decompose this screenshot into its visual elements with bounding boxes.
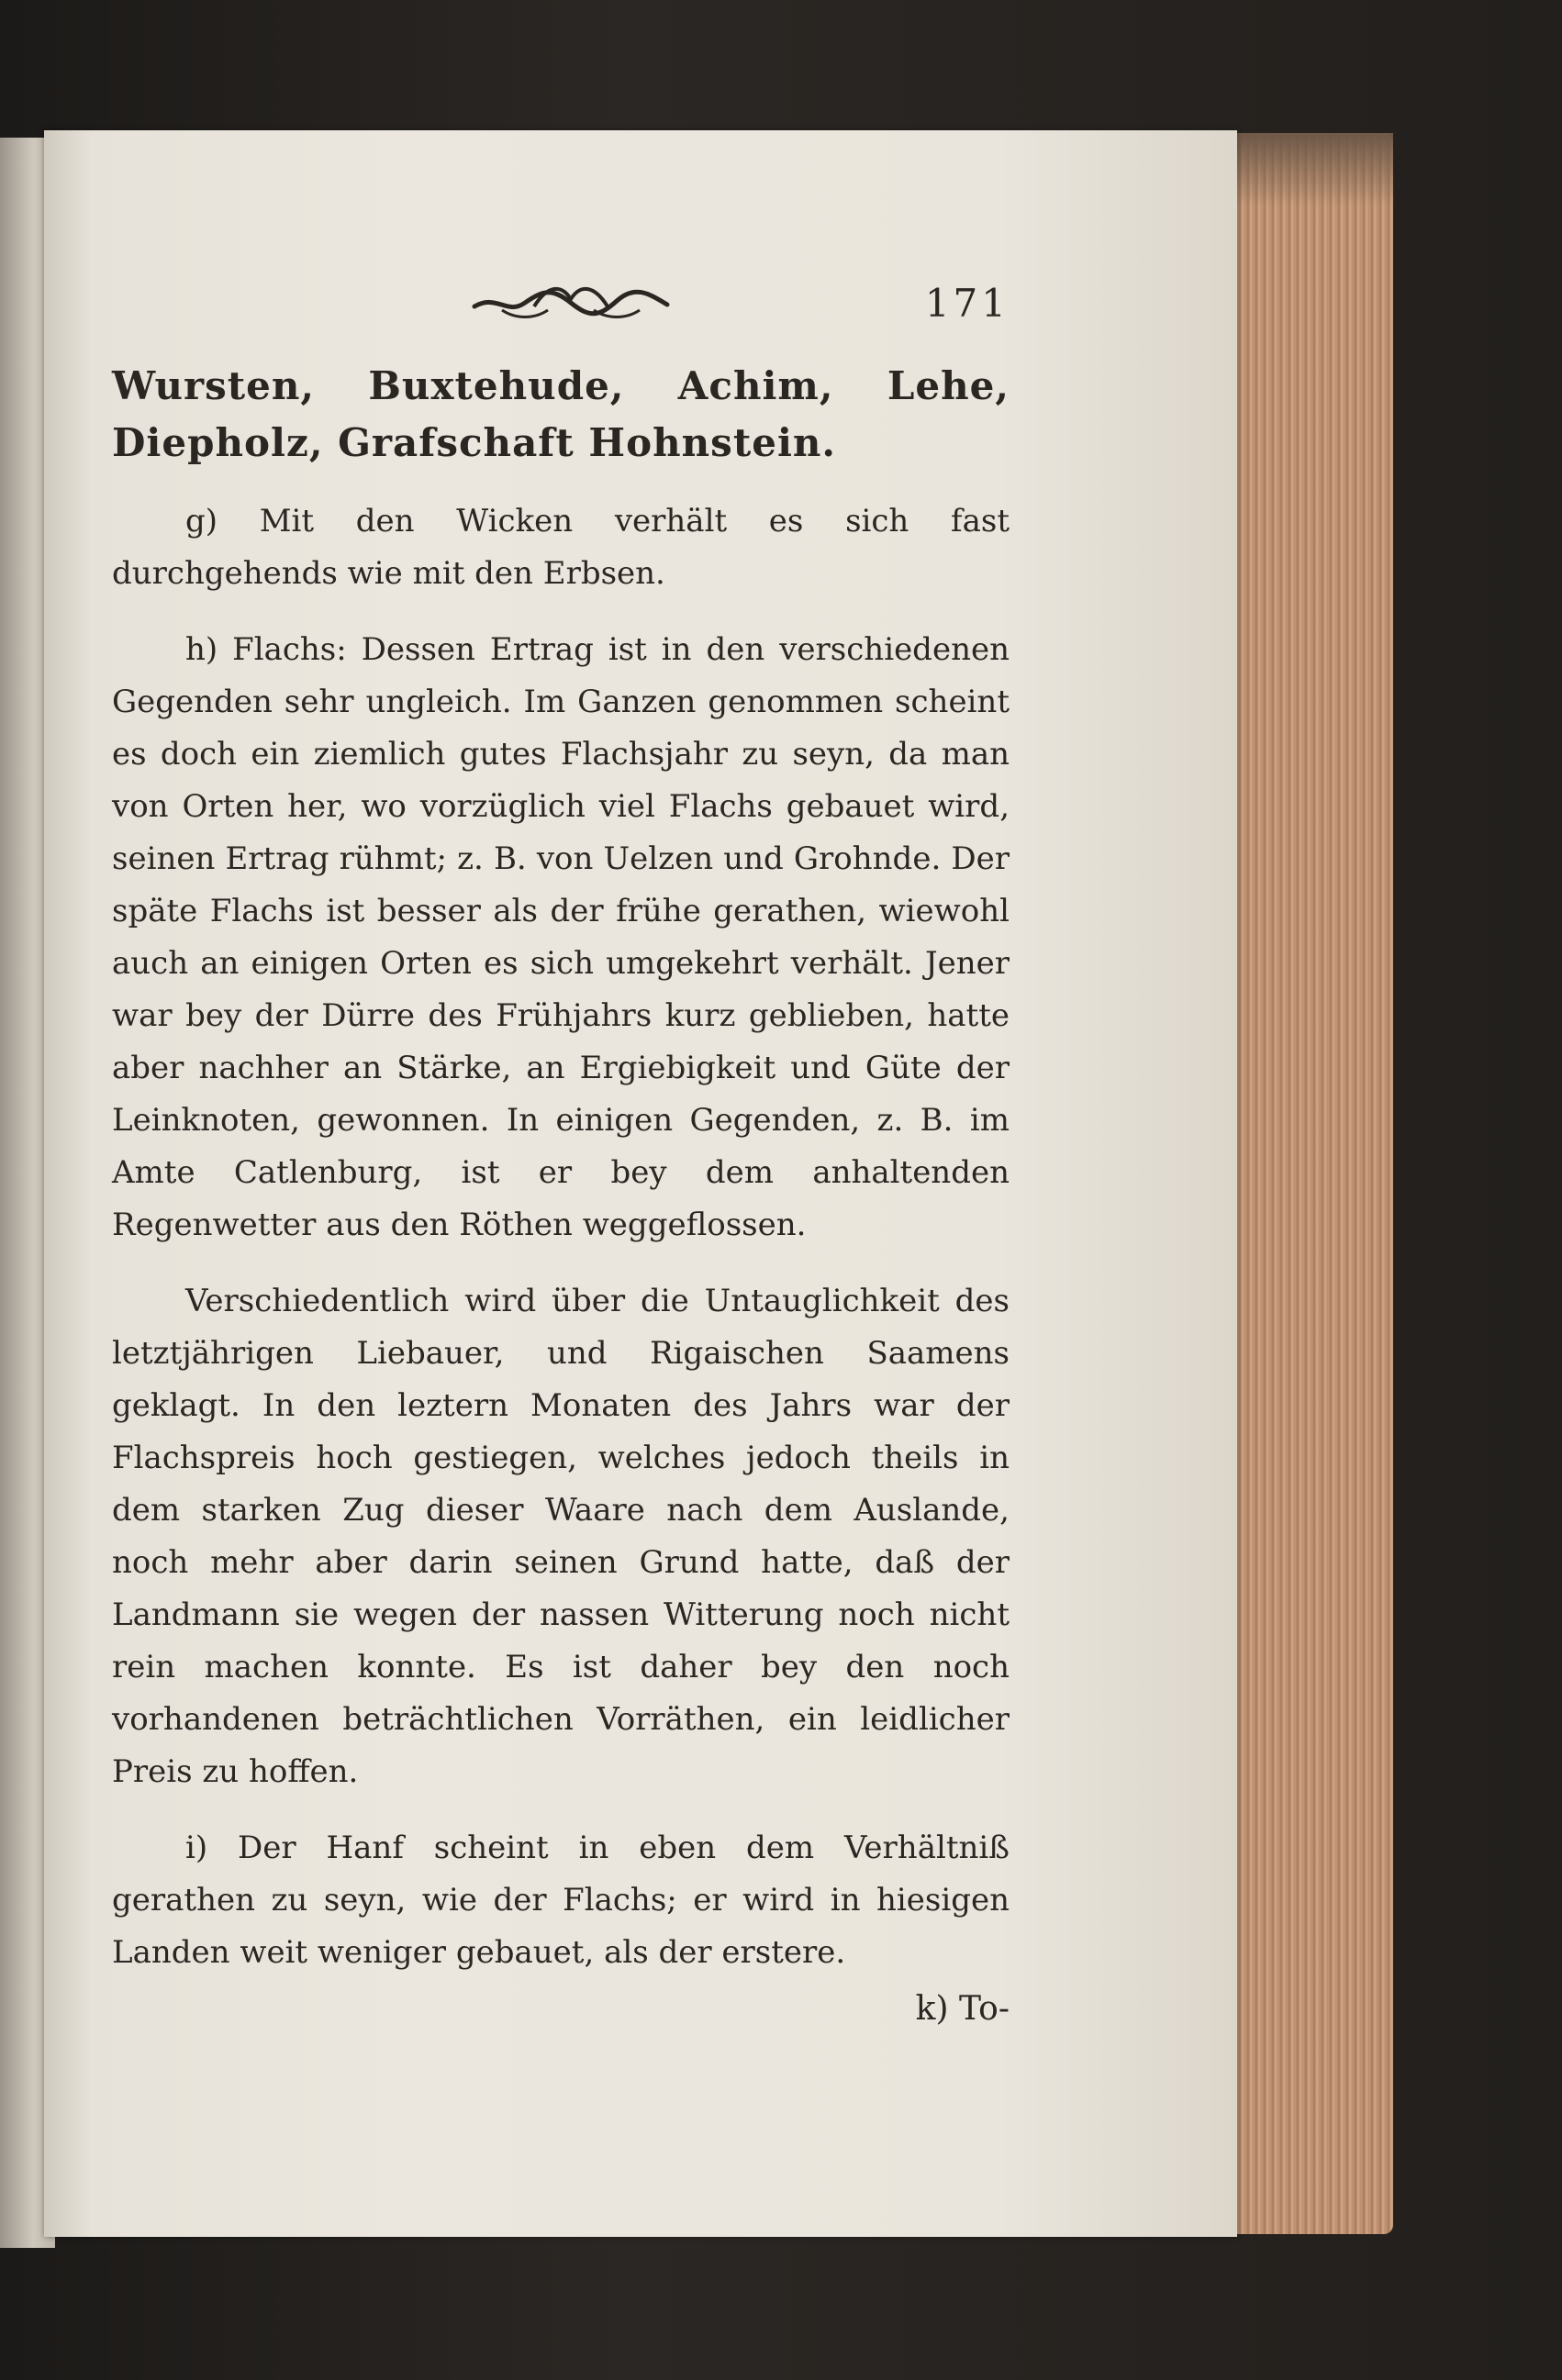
text-line-places: Wursten, Buxtehude, Achim, Lehe, Diepholz, Grafschaft Hohnstein.	[112, 363, 1010, 465]
page-block-edge	[1237, 133, 1393, 2234]
page-header	[112, 275, 1010, 358]
paragraph-g: g) Mit den Wicken verhält es sich fast durchgehends wie mit den Erbsen.	[112, 503, 1010, 592]
paragraph-v: Verschiedentlich wird über die Untauglichkeit des letztjährigen Liebauer, und Rigaischen Saamens geklagt. In den leztern Monaten des Jahrs war der Flachspreis hoch gestiegen, welches jedoch theils in dem starken Zug dieser Waare nach dem Auslande, noch mehr aber darin seinen Grund hatte, daß der Landmann sie wegen der nassen Witterung noch nicht rein machen konnte. Es ist daher bey den noch vorhandenen beträchtlichen Vorräthen, ein leidlicher Preis zu hoffen.	[112, 1283, 1010, 1790]
page-number: 171	[924, 281, 1010, 326]
paragraph-i: i) Der Hanf scheint in eben dem Verhältniß gerathen zu seyn, wie der Flachs; er wird in hiesigen Landen weit weniger gebauet, als der erstere.	[112, 1829, 1010, 1971]
paragraph-h: h) Flachs: Dessen Ertrag ist in den verschiedenen Gegenden sehr ungleich. Im Ganzen genommen scheint es doch ein ziemlich gutes Flachsjahr zu seyn, da man von Orten her, wo vorzüglich viel Flachs gebauet wird, seinen Ertrag rühmt; z. B. von Uelzen und Grohnde. Der späte Flachs ist besser als der frühe gerathen, wiewohl auch an einigen Orten es sich umgekehrt verhält. Jener war bey der Dürre des Frühjahrs kurz geblieben, hatte aber nachher an Stärke, an Ergiebigkeit und Güte der Leinknoten, gewonnen. In einigen Gegenden, z. B. im Amte Catlenburg, ist er bey dem anhaltenden Regenwetter aus den Röthen weggeflossen.	[112, 631, 1010, 1243]
flourish-ornament-icon	[470, 275, 672, 330]
page-content	[112, 275, 1010, 2028]
page-block-shadow	[1237, 133, 1393, 206]
catchword: k) To-	[915, 1990, 1010, 2028]
